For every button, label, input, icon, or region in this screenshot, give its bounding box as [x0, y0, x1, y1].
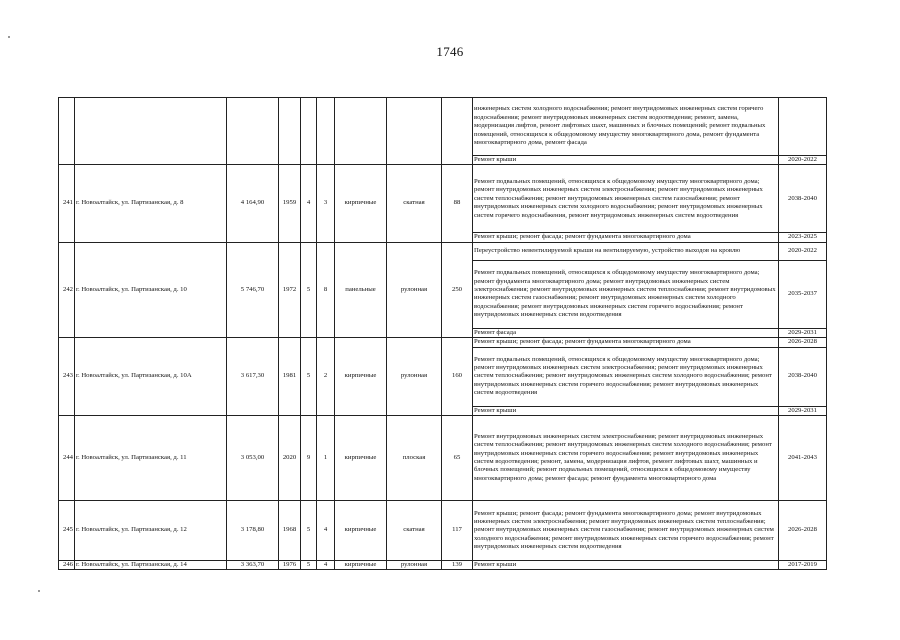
- residents-count: 117: [442, 501, 473, 561]
- work-description: Ремонт крыши: [473, 561, 779, 570]
- scan-speck: [38, 590, 40, 592]
- roof-type: [387, 98, 442, 165]
- floors-count: 4: [301, 165, 317, 242]
- table-row: [59, 98, 827, 156]
- wall-material: кирпичные: [335, 338, 387, 416]
- work-period: [779, 98, 827, 156]
- residents-count: 250: [442, 242, 473, 337]
- table-row: [59, 242, 827, 260]
- building-number: 246: [59, 561, 75, 570]
- entrances-count: 1: [317, 416, 335, 501]
- building-number: 245: [59, 501, 75, 561]
- building-area: 3 178,80: [227, 501, 279, 561]
- work-description: Переустройство невентилируемой крыши на вентилируемую, устройство выходов на кровлю: [473, 242, 779, 260]
- commissioning-year: 1976: [279, 561, 301, 570]
- work-description: Ремонт внутридомовых инженерных систем электроснабжения; ремонт внутридомовых инженерных систем теплоснабжения; ремонт внутридомовых инженерных систем холодного водоснабжения; ремонт внутридомовых инженерных систем горячего водоснабжения; ремонт внутридомовых инженерных систем водоотведения; ремонт, замена, модернизация лифтов, ремонт лифтовых шахт, машинных и блочных помещений; ремонт подвальных помещений, относящихся к общедомовому имуществу многоквартирного дома; ремонт фасада; ремонт фундамента многоквартирного дома: [473, 416, 779, 501]
- entrances-count: [317, 98, 335, 165]
- residents-count: 160: [442, 338, 473, 416]
- work-description: Ремонт крыши; ремонт фасада; ремонт фундамента многоквартирного дома: [473, 338, 779, 347]
- building-number: [59, 98, 75, 165]
- work-period: 2026-2028: [779, 338, 827, 347]
- building-address: г. Новоалтайск, ул. Партизанская, д. 10: [75, 242, 227, 337]
- entrances-count: 2: [317, 338, 335, 416]
- work-description: Ремонт крыши: [473, 406, 779, 415]
- work-period: 2038-2040: [779, 165, 827, 233]
- page-number: 1746: [436, 44, 464, 59]
- building-area: [227, 98, 279, 165]
- roof-type: рулонная: [387, 242, 442, 337]
- residents-count: [442, 98, 473, 165]
- floors-count: 5: [301, 561, 317, 570]
- building-area: 3 053,00: [227, 416, 279, 501]
- roof-type: рулонная: [387, 338, 442, 416]
- building-address: [75, 98, 227, 165]
- wall-material: панельные: [335, 242, 387, 337]
- commissioning-year: 1968: [279, 501, 301, 561]
- commissioning-year: 1972: [279, 242, 301, 337]
- commissioning-year: 1959: [279, 165, 301, 242]
- work-description: Ремонт крыши; ремонт фасада; ремонт фундамента многоквартирного дома; ремонт внутридомовых инженерных систем электроснабжения; ремонт внутридомовых инженерных систем теплоснабжения; ремонт внутридомовых инженерных систем газоснабжения; ремонт внутридомовых инженерных систем холодного водоснабжения; ремонт внутридомовых инженерных систем горячего водоснабжения; ремонт внутридомовых инженерных систем водоотведения: [473, 501, 779, 561]
- table-row: [59, 501, 827, 561]
- wall-material: [335, 98, 387, 165]
- building-number: 244: [59, 416, 75, 501]
- commissioning-year: [279, 98, 301, 165]
- work-description: Ремонт подвальных помещений, относящихся к общедомовому имуществу многоквартирного дома; ремонт внутридомовых инженерных систем электроснабжения; ремонт внутридомовых инженерных систем теплоснабжения; ремонт внутридомовых инженерных систем холодного водоснабжения; ремонт внутридомовых инженерных систем горячего водоснабжения; ремонт внутридомовых инженерных систем водоотведения: [473, 347, 779, 406]
- building-number: 241: [59, 165, 75, 242]
- work-description: Ремонт крыши: [473, 156, 779, 165]
- work-description: Ремонт фасада: [473, 328, 779, 337]
- entrances-count: 4: [317, 501, 335, 561]
- repair-schedule-table: [58, 97, 827, 570]
- work-period: 2029-2031: [779, 328, 827, 337]
- work-period: 2035-2037: [779, 260, 827, 328]
- work-description: Ремонт подвальных помещений, относящихся к общедомовому имуществу многоквартирного дома; ремонт фундамента многоквартирного дома; ремонт внутридомовых инженерных систем электроснабжения; ремонт внутридомовых инженерных систем теплоснабжения; ремонт внутридомовых инженерных систем газоснабжения; ремонт внутридомовых инженерных систем холодного водоснабжения; ремонт внутридомовых инженерных систем горячего водоснабжения; ремонт внутридомовых инженерных систем водоотведения: [473, 260, 779, 328]
- scan-speck: [8, 36, 10, 38]
- work-description: Ремонт подвальных помещений, относящихся к общедомовому имуществу многоквартирного дома; ремонт внутридомовых инженерных систем электроснабжения; ремонт внутридомовых инженерных систем теплоснабжения; ремонт внутридомовых инженерных систем газоснабжения; ремонт внутридомовых инженерных систем холодного водоснабжения; ремонт внутридомовых инженерных систем горячего водоснабжения, ремонт внутридомовых инженерных систем водоотведения: [473, 165, 779, 233]
- building-area: 4 164,90: [227, 165, 279, 242]
- work-period: 2020-2022: [779, 156, 827, 165]
- roof-type: плоская: [387, 416, 442, 501]
- wall-material: кирпичные: [335, 561, 387, 570]
- floors-count: 5: [301, 501, 317, 561]
- table-row: [59, 416, 827, 501]
- work-period: 2038-2040: [779, 347, 827, 406]
- building-address: г. Новоалтайск, ул. Партизанская, д. 11: [75, 416, 227, 501]
- floors-count: 5: [301, 242, 317, 337]
- entrances-count: 3: [317, 165, 335, 242]
- roof-type: скатная: [387, 165, 442, 242]
- wall-material: кирпичные: [335, 501, 387, 561]
- residents-count: 88: [442, 165, 473, 242]
- table-row: [59, 165, 827, 233]
- roof-type: скатная: [387, 501, 442, 561]
- floors-count: 5: [301, 338, 317, 416]
- commissioning-year: 2020: [279, 416, 301, 501]
- entrances-count: 4: [317, 561, 335, 570]
- building-number: 243: [59, 338, 75, 416]
- floors-count: [301, 98, 317, 165]
- work-period: 2020-2022: [779, 242, 827, 260]
- work-period: 2026-2028: [779, 501, 827, 561]
- work-period: 2029-2031: [779, 406, 827, 415]
- work-period: 2023-2025: [779, 233, 827, 242]
- building-area: 5 746,70: [227, 242, 279, 337]
- work-period: 2017-2019: [779, 561, 827, 570]
- building-address: г. Новоалтайск, ул. Партизанская, д. 10А: [75, 338, 227, 416]
- table-row: [59, 561, 827, 570]
- wall-material: кирпичные: [335, 165, 387, 242]
- commissioning-year: 1981: [279, 338, 301, 416]
- building-area: 3 617,30: [227, 338, 279, 416]
- work-description: инженерных систем холодного водоснабжения; ремонт внутридомовых инженерных систем горячего водоснабжения; ремонт внутридомовых инженерных систем водоотведения; ремонт, замена, модернизация лифтов, ремонт лифтовых шахт, машинных и блочных помещений; ремонт подвальных помещений, относящихся к общедомовому имуществу многоквартирного дома, ремонт фундамента многоквартирного дома, ремонт фасада: [473, 98, 779, 156]
- building-area: 3 363,70: [227, 561, 279, 570]
- residents-count: 65: [442, 416, 473, 501]
- wall-material: кирпичные: [335, 416, 387, 501]
- table-row: [59, 338, 827, 347]
- building-address: г. Новоалтайск, ул. Партизанская, д. 8: [75, 165, 227, 242]
- entrances-count: 8: [317, 242, 335, 337]
- building-number: 242: [59, 242, 75, 337]
- table-body: [59, 98, 827, 570]
- residents-count: 139: [442, 561, 473, 570]
- work-period: 2041-2043: [779, 416, 827, 501]
- floors-count: 9: [301, 416, 317, 501]
- work-description: Ремонт крыши; ремонт фасада; ремонт фундамента многоквартирного дома: [473, 233, 779, 242]
- building-address: г. Новоалтайск, ул. Партизанская, д. 14: [75, 561, 227, 570]
- roof-type: рулонная: [387, 561, 442, 570]
- building-address: г. Новоалтайск, ул. Партизанская, д. 12: [75, 501, 227, 561]
